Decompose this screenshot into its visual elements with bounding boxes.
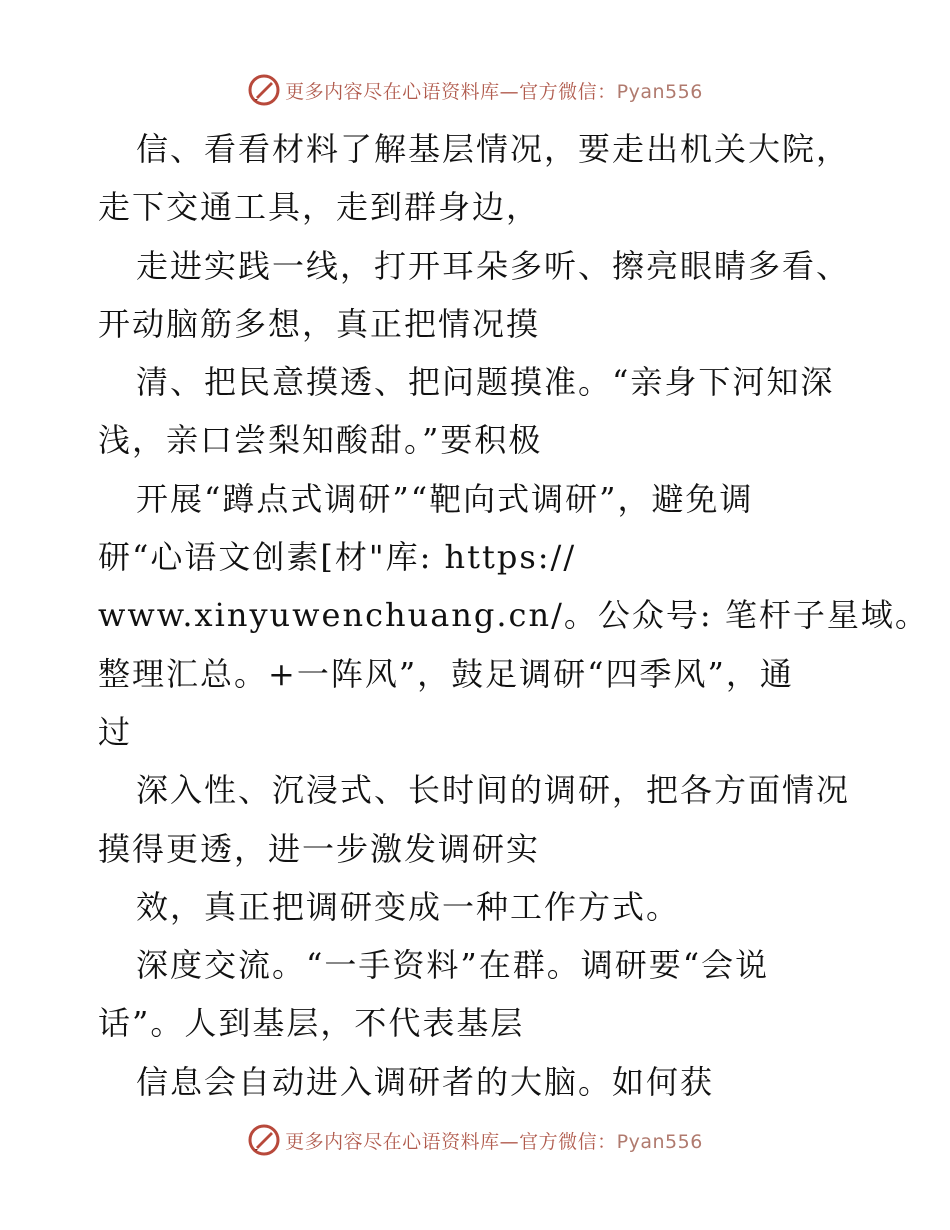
- header-watermark: [0, 72, 950, 108]
- text-line: 效，真正把调研变成一种工作方式。: [136, 887, 681, 926]
- footer-watermark: [0, 1122, 950, 1158]
- text-line: 走下交通工具，走到群身边，: [98, 188, 541, 227]
- text-line: www.xinyuwenchuang.cn/。公众号: 笔杆子星域。: [98, 596, 929, 635]
- text-line: 信、看看材料了解基层情况，要走出机关大院，: [136, 130, 851, 168]
- text-line: 话”。人到基层，不代表基层: [98, 1004, 525, 1043]
- text-line: 研“心语文创素[材"库: https://: [98, 538, 577, 577]
- quill-logo-icon: [247, 1123, 281, 1157]
- text-line: 清、把民意摸透、把问题摸准。“亲身下河知深: [136, 363, 835, 402]
- wechat-id: Pyan556: [616, 1130, 703, 1153]
- text-line: 走进实践一线，打开耳朵多听、擦亮眼睛多看、: [136, 246, 851, 285]
- text-line: 开展“蹲点式调研”“靶向式调研”，避免调: [136, 479, 754, 518]
- watermark-text: 更多内容尽在心语资料库—官方微信：Pyan556: [285, 80, 703, 103]
- quill-logo-icon: [247, 73, 281, 107]
- text-line: 过: [98, 712, 133, 751]
- text-line: 深入性、沉浸式、长时间的调研，把各方面情况: [136, 771, 851, 810]
- text-line: 深度交流。“一手资料”在群。调研要“会说: [136, 946, 770, 985]
- text-line: 浅，亲口尝梨知酸甜。”要积极: [98, 421, 543, 460]
- text-line: 整理汇总。+一阵风”，鼓足调研“四季风”，通: [98, 654, 794, 693]
- wechat-id: Pyan556: [616, 80, 703, 103]
- document-body: [98, 120, 929, 1111]
- watermark-text: 更多内容尽在心语资料库—官方微信：Pyan556: [285, 1130, 703, 1153]
- text-line: 信息会自动进入调研者的大脑。如何获: [136, 1062, 715, 1101]
- text-line: 摸得更透，进一步激发调研实: [98, 829, 541, 868]
- text-line: 开动脑筋多想，真正把情况摸: [98, 304, 541, 343]
